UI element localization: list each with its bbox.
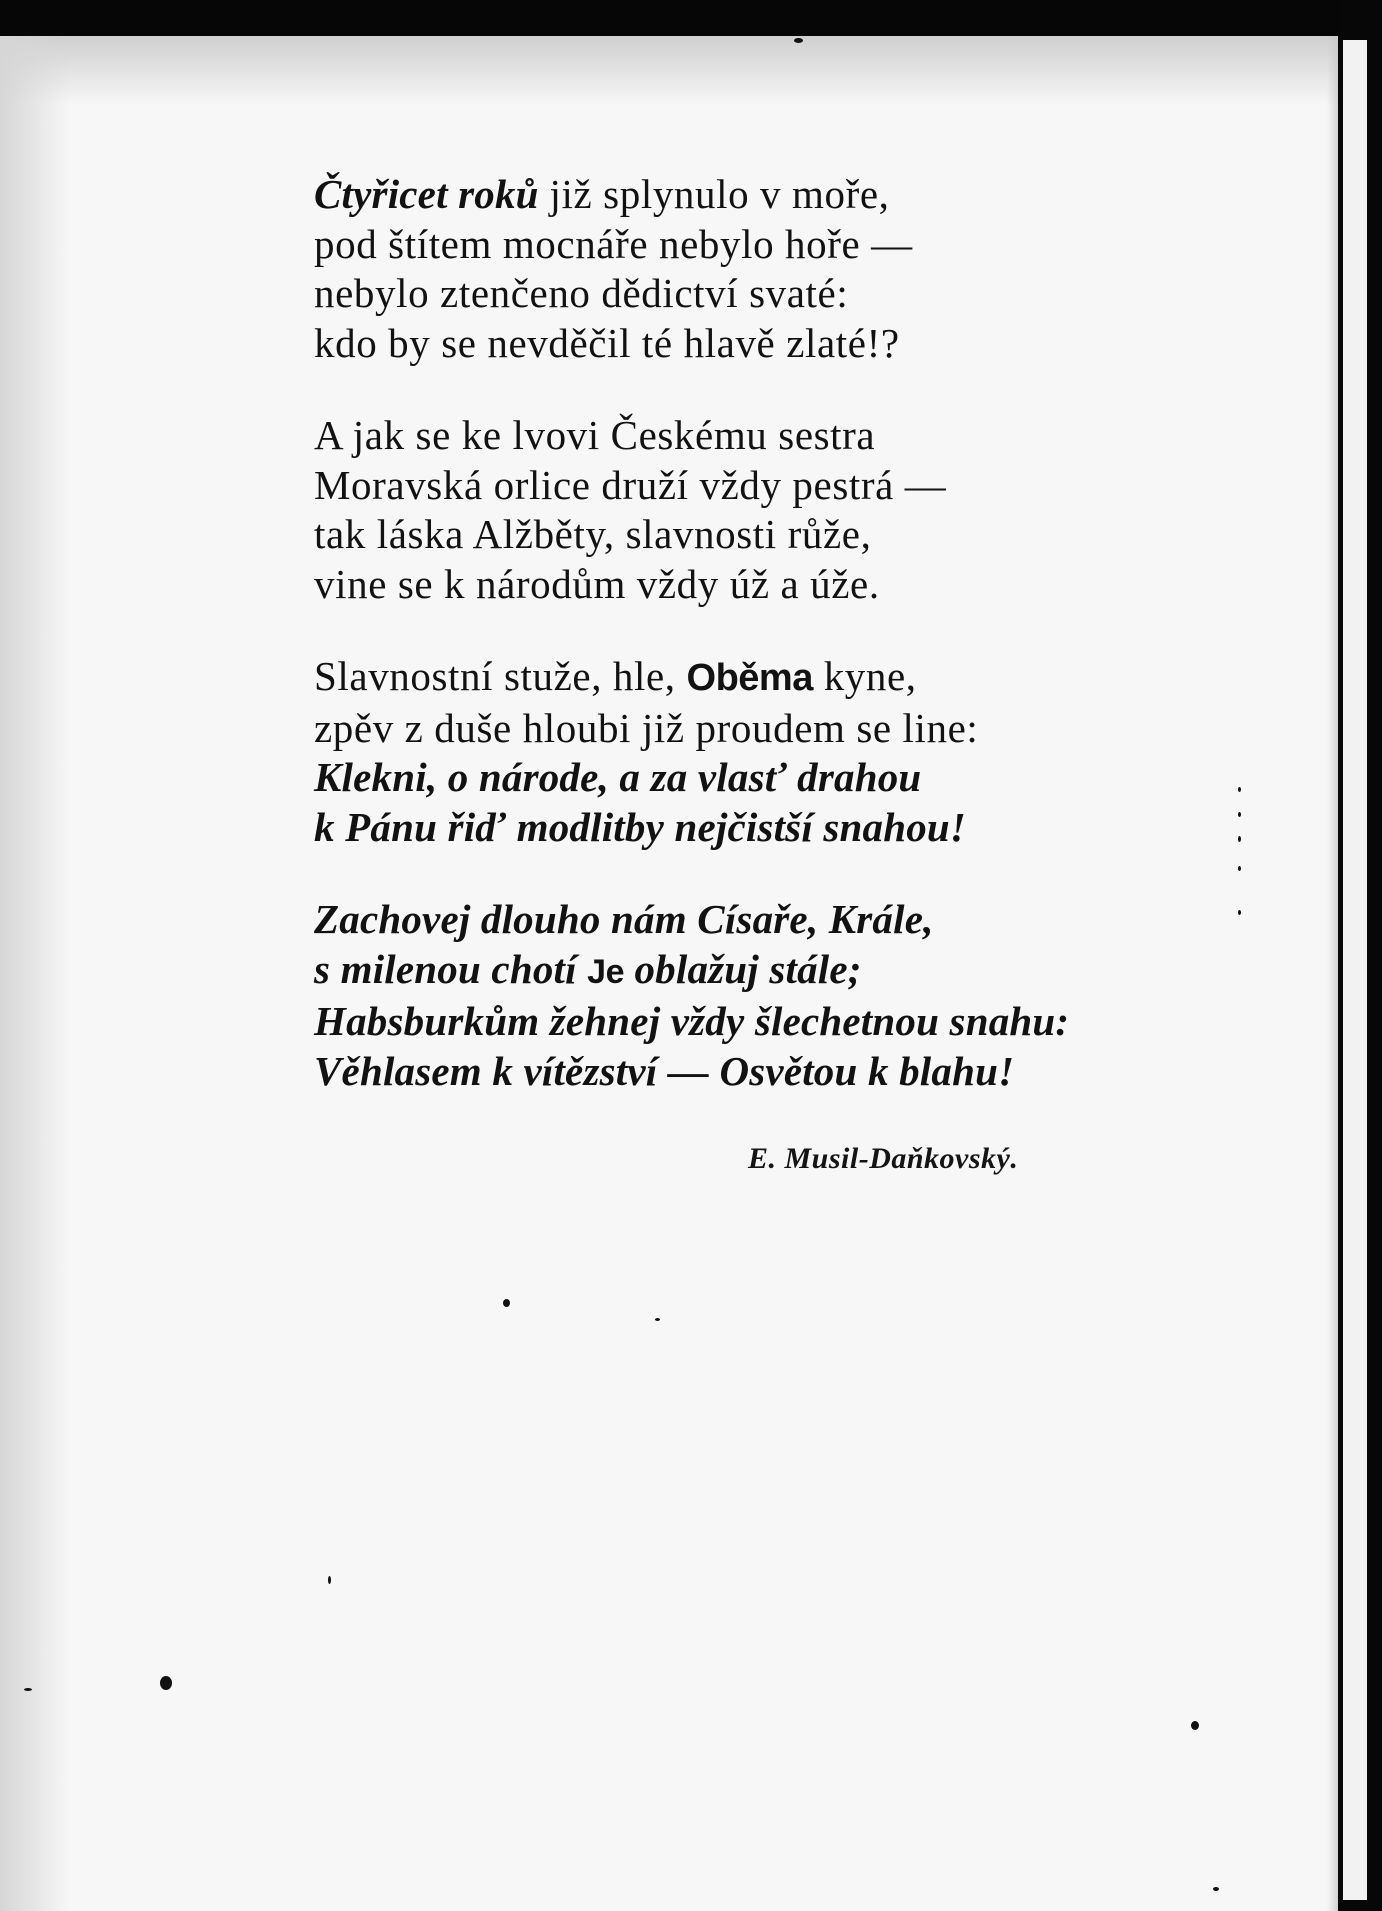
verse-emphasis: Je	[587, 952, 624, 991]
dust-speck	[1238, 866, 1241, 871]
verse-line-italic: Zachovej dlouho nám Císaře, Krále,	[314, 896, 934, 942]
scan-top-border	[0, 0, 1382, 36]
stanza-2	[314, 411, 1174, 609]
verse-line: A jak se ke lvovi Českému sestra	[314, 412, 876, 458]
dust-speck	[794, 38, 803, 43]
dust-speck	[1238, 812, 1241, 817]
dust-speck	[1238, 787, 1241, 792]
verse-text: již splynulo v moře,	[538, 171, 890, 217]
verse-emphasis: Oběma	[686, 657, 813, 699]
scan-right-strip	[1343, 40, 1367, 1900]
stanza-1	[314, 170, 1174, 368]
verse-line: nebylo ztenčeno dědictví svaté:	[314, 270, 849, 316]
dust-speck	[1238, 910, 1241, 915]
verse-line-italic	[314, 945, 1174, 998]
verse-line-italic: Klekni, o národe, a za vlasť drahou	[314, 754, 922, 800]
dust-speck	[1238, 836, 1241, 842]
verse-line: Moravská orlice druží vždy pestrá —	[314, 461, 947, 508]
dust-speck	[655, 1318, 660, 1321]
verse-line: tak láska Alžběty, slavnosti růže,	[314, 511, 872, 557]
verse-line: zpěv z duše hloubi již proudem se line:	[314, 704, 979, 751]
verse-line	[314, 652, 1174, 704]
poem	[314, 170, 1174, 1139]
author-signature: E. Musil-Daňkovský.	[748, 1142, 1019, 1175]
verse-line-italic: Habsburkům žehnej vždy šlechetnou snahu:	[314, 998, 1070, 1044]
verse-text: oblažuj stále;	[624, 945, 862, 992]
page-top-shadow	[0, 36, 1340, 106]
dust-speck	[503, 1299, 510, 1307]
verse-line: kdo by se nevděčil té hlavě zlaté!?	[314, 319, 900, 366]
stanza-3	[314, 652, 1174, 852]
stanza-4	[314, 895, 1174, 1096]
dust-speck	[1191, 1721, 1199, 1730]
dust-speck	[24, 1688, 32, 1691]
verse-line: pod štítem mocnáře nebylo hoře —	[314, 220, 913, 267]
verse-line-italic: Věhlasem k vítězství — Osvětou k blahu!	[314, 1047, 1015, 1094]
dust-speck	[328, 1576, 331, 1584]
verse-line-italic: k Pánu řiď modlitby nejčistší snahou!	[314, 803, 967, 850]
dust-speck	[1213, 1887, 1219, 1891]
dust-speck	[160, 1676, 172, 1690]
page-left-shadow	[0, 36, 70, 1911]
verse-line	[314, 170, 1174, 220]
verse-text: Slavnostní stuže, hle,	[314, 653, 687, 699]
verse-line: vine se k národům vždy úž a úže.	[314, 560, 880, 607]
verse-italic-part: Čtyřicet roků	[314, 171, 539, 217]
verse-text: s milenou chotí	[314, 945, 588, 992]
verse-text: kyne,	[812, 653, 917, 699]
